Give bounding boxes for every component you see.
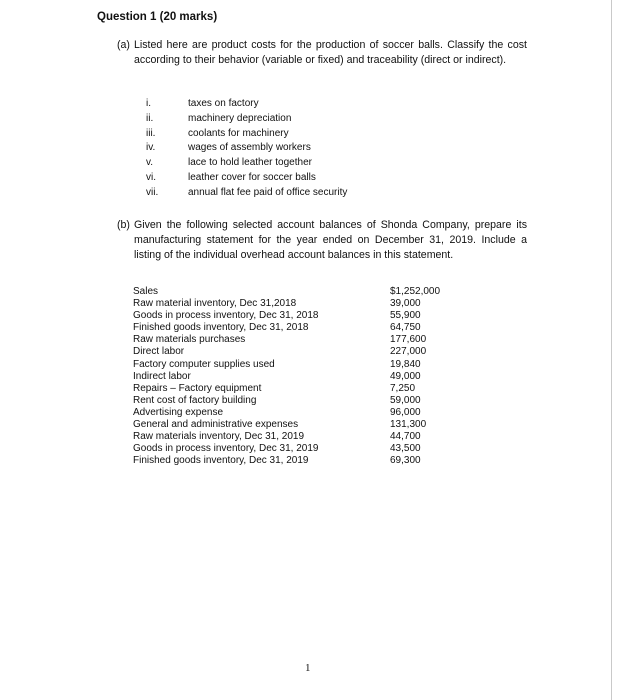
account-amount: 49,000 xyxy=(390,370,421,382)
account-name: Raw material inventory, Dec 31,2018 xyxy=(133,298,297,310)
account-name: Goods in process inventory, Dec 31, 2019 xyxy=(133,443,319,455)
item-number: vi. xyxy=(146,171,156,183)
account-name: Factory computer supplies used xyxy=(133,358,275,370)
page-number: 1 xyxy=(305,662,311,674)
account-name: Direct labor xyxy=(133,346,185,358)
item-text: leather cover for soccer balls xyxy=(188,171,316,183)
account-name: Finished goods inventory, Dec 31, 2019 xyxy=(133,455,309,467)
account-amount: 177,600 xyxy=(390,334,427,346)
account-name: Advertising expense xyxy=(133,406,224,418)
account-name: Finished goods inventory, Dec 31, 2018 xyxy=(133,322,309,334)
item-text: machinery depreciation xyxy=(188,112,292,124)
account-amount: 43,500 xyxy=(390,443,421,455)
account-amount: $1,252,000 xyxy=(390,286,441,297)
part-a-paragraph xyxy=(117,38,527,68)
item-number: ii. xyxy=(146,112,154,124)
part-b-text: Given the following selected account balances of Shonda Company, prepare its manufacturing statement for the year ended on December 31, 2019. Include a listing of the individual overhead account balances in this statement. xyxy=(134,219,527,261)
item-text: wages of assembly workers xyxy=(188,142,311,154)
item-number: iii. xyxy=(146,127,156,139)
account-name: Raw materials inventory, Dec 31, 2019 xyxy=(133,431,305,443)
account-amount: 69,300 xyxy=(390,455,421,467)
account-amount: 64,750 xyxy=(390,322,421,334)
part-b-paragraph xyxy=(117,218,527,263)
account-name: Repairs – Factory equipment xyxy=(133,382,262,394)
account-name: Indirect labor xyxy=(133,370,191,382)
item-number: iv. xyxy=(146,142,156,154)
item-number: i. xyxy=(146,98,151,109)
part-a-label: (a) xyxy=(117,39,130,51)
part-b-label: (b) xyxy=(117,219,130,231)
account-name: General and administrative expenses xyxy=(133,419,299,431)
part-a-text: Listed here are product costs for the production of soccer balls. Classify the cost according to their behavior (variable or fixed) and traceability (direct or indirect). xyxy=(134,39,527,66)
account-amount: 96,000 xyxy=(390,406,421,418)
item-text: annual flat fee paid of office security xyxy=(188,186,348,198)
account-amount: 44,700 xyxy=(390,431,421,443)
question-title: Question 1 (20 marks) xyxy=(97,11,218,23)
account-name: Raw materials purchases xyxy=(133,334,246,346)
account-name: Goods in process inventory, Dec 31, 2018 xyxy=(133,310,319,322)
item-text: lace to hold leather together xyxy=(188,157,312,169)
account-amount: 227,000 xyxy=(390,346,427,358)
item-text: coolants for machinery xyxy=(188,127,289,139)
item-number: vii. xyxy=(146,186,159,198)
account-amount: 131,300 xyxy=(390,419,427,431)
account-amount: 59,000 xyxy=(390,394,421,406)
account-amount: 55,900 xyxy=(390,310,421,322)
account-name: Rent cost of factory building xyxy=(133,394,257,406)
account-name: Sales xyxy=(133,286,159,297)
account-amount: 19,840 xyxy=(390,358,421,370)
item-text: taxes on factory xyxy=(188,98,259,109)
account-amount: 7,250 xyxy=(390,382,416,394)
item-number: v. xyxy=(146,157,154,169)
account-amount: 39,000 xyxy=(390,298,421,310)
